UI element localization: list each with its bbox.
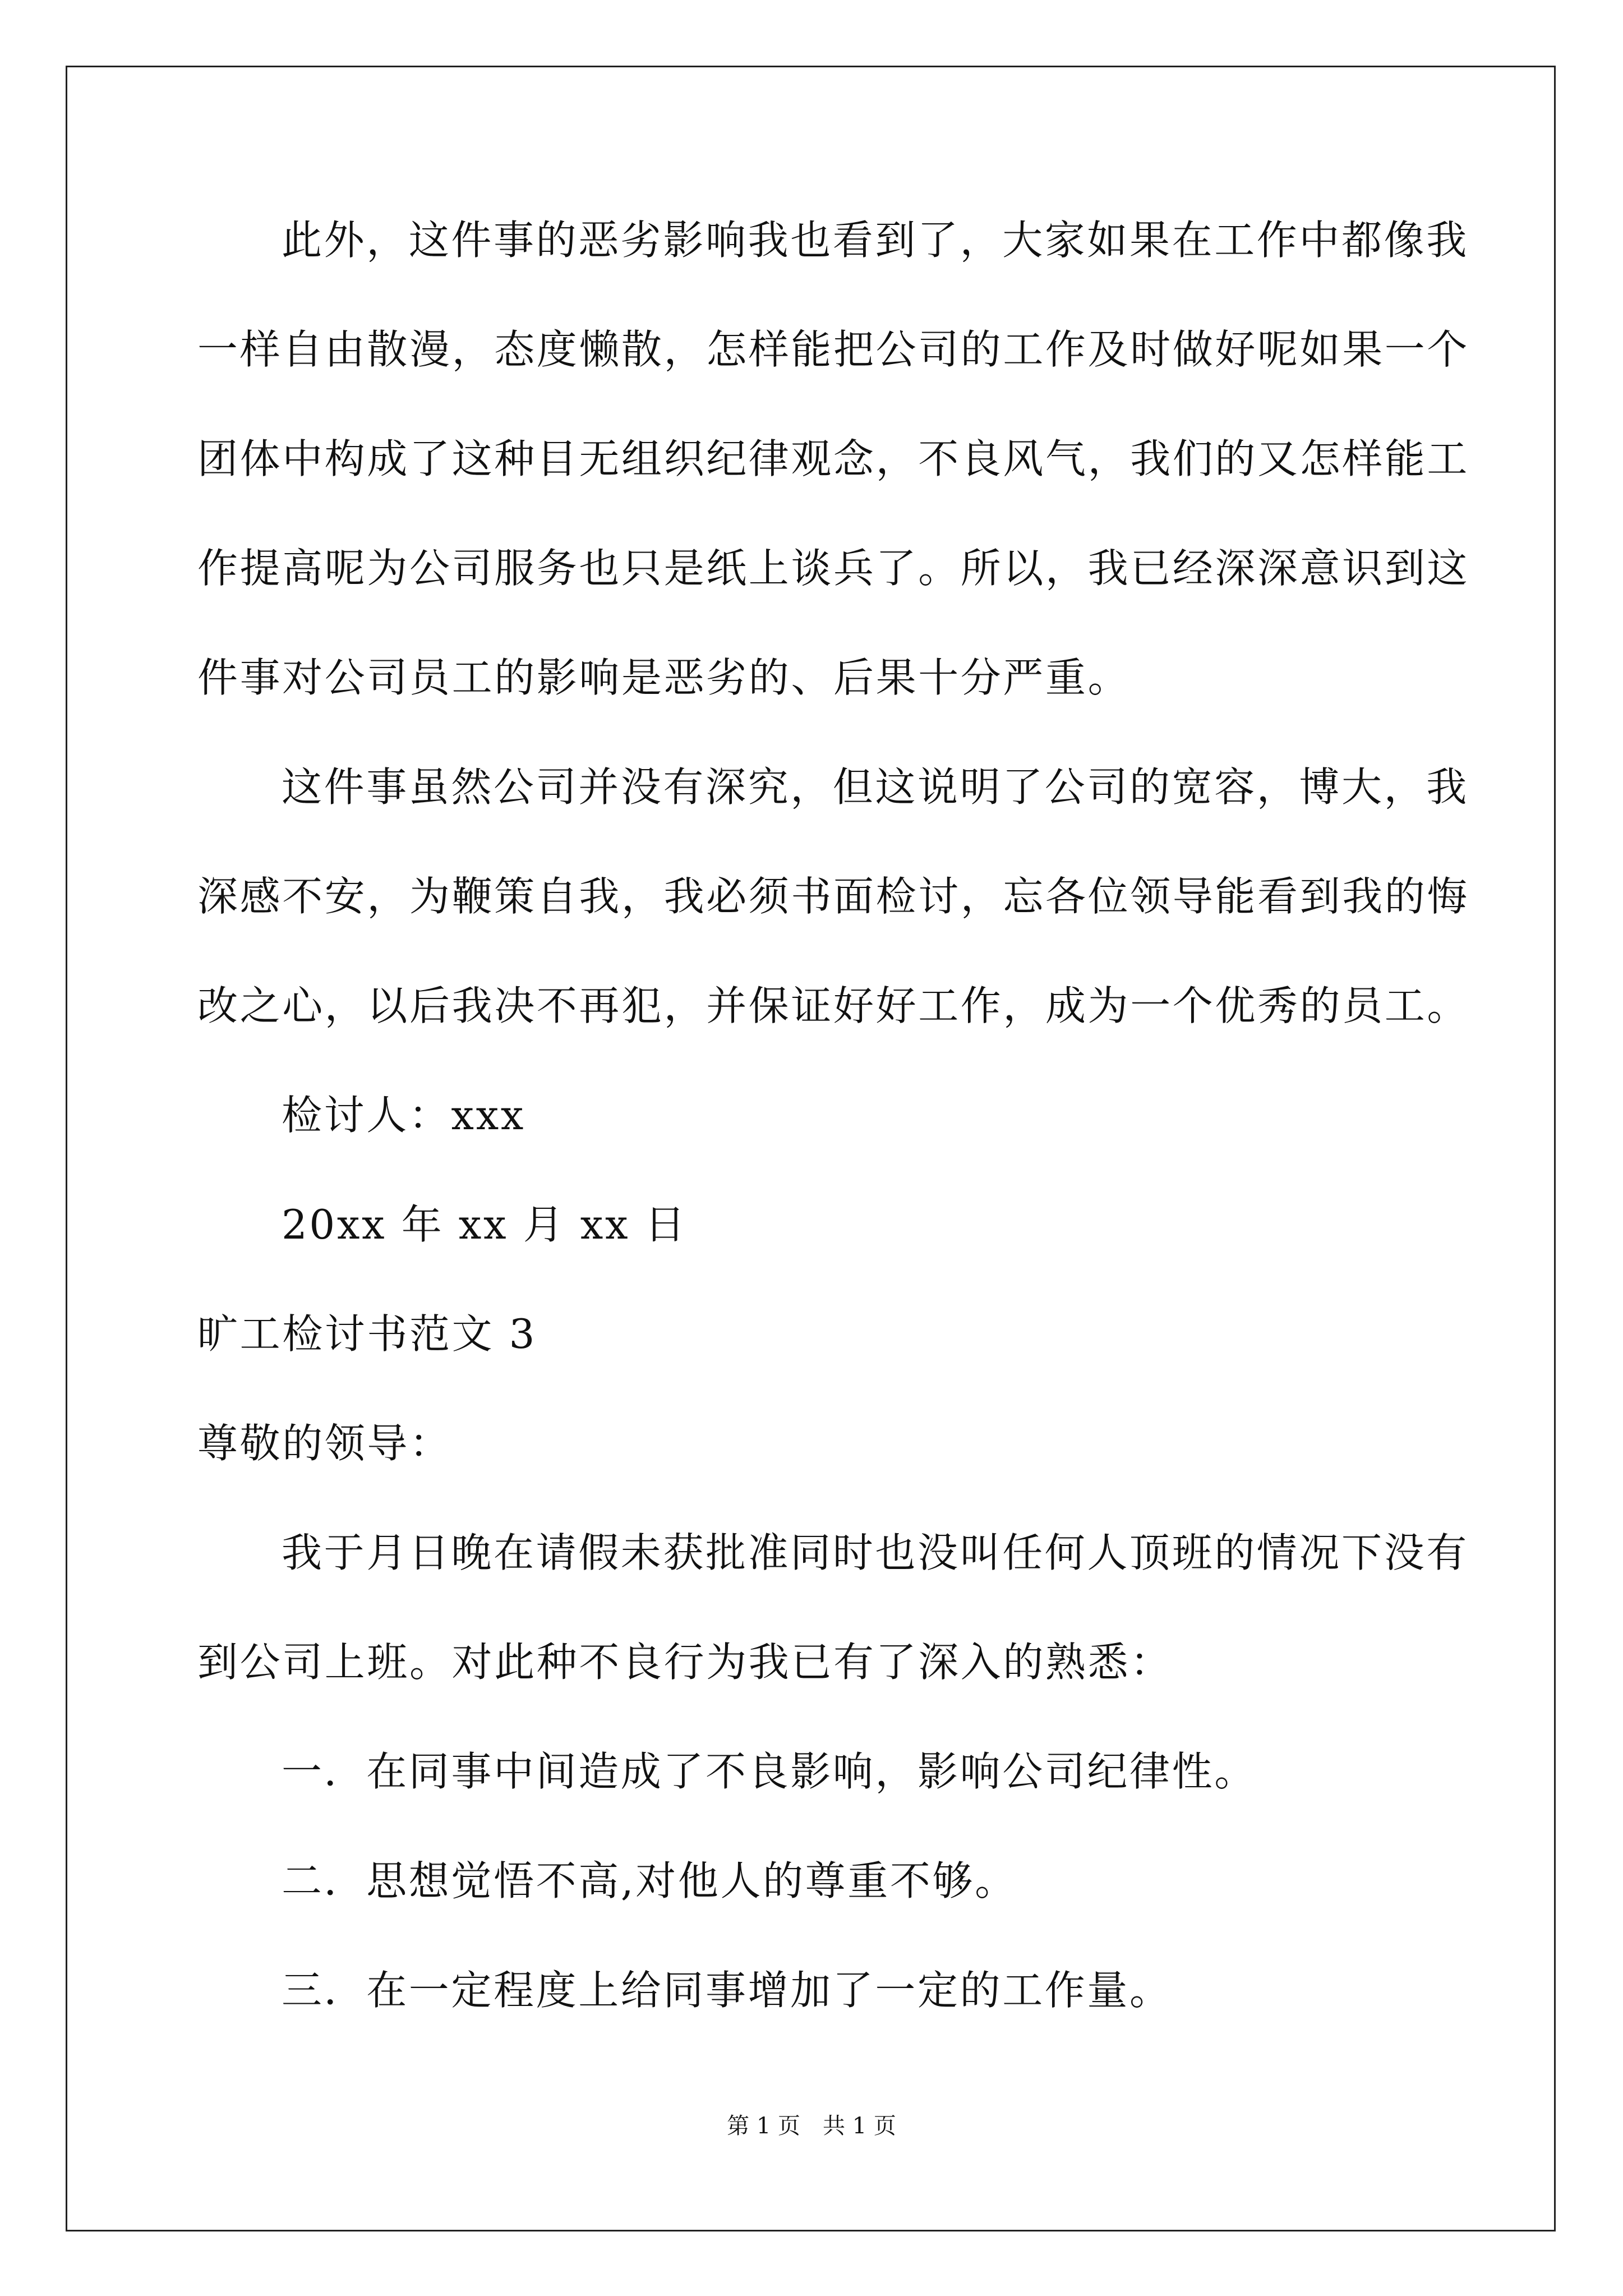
page-footer: 第 1 页 共 1 页 — [727, 2113, 896, 2139]
salutation: 尊敬的领导： — [197, 1420, 452, 1467]
paragraph-1-line-3: 团体中构成了这种目无组织纪律观念，不良风气，我们的又怎样能工 — [197, 435, 1470, 482]
list-item-3: 三．在一定程度上给同事增加了一定的工作量。 — [282, 1967, 1172, 2014]
paragraph-2-line-2: 深感不安，为鞭策自我，我必须书面检讨，忘各位领导能看到我的悔 — [197, 873, 1470, 920]
list-item-1: 一．在同事中间造成了不良影响，影响公司纪律性。 — [282, 1748, 1257, 1795]
paragraph-1-line-5: 件事对公司员工的影响是恶劣的、后果十分严重。 — [197, 654, 1131, 701]
paragraph-1-line-2: 一样自由散漫，态度懒散，怎样能把公司的工作及时做好呢如果一个 — [197, 326, 1470, 373]
signer: 检讨人：xxx — [282, 1092, 526, 1139]
paragraph-3-line-1: 我于月日晚在请假未获批准同时也没叫任何人顶班的情况下没有 — [282, 1529, 1469, 1576]
paragraph-1-line-4: 作提高呢为公司服务也只是纸上谈兵了。所以，我已经深深意识到这 — [197, 545, 1470, 592]
list-item-2: 二．思想觉悟不高,对他人的尊重不够。 — [282, 1857, 1017, 1904]
section-title: 旷工检讨书范文 3 — [197, 1310, 537, 1358]
paragraph-2-line-1: 这件事虽然公司并没有深究，但这说明了公司的宽容，博大，我 — [282, 763, 1469, 811]
paragraph-3-line-2: 到公司上班。对此种不良行为我已有了深入的熟悉： — [197, 1639, 1173, 1686]
date: 20xx 年 xx 月 xx 日 — [282, 1201, 688, 1248]
paragraph-2-line-3: 改之心，以后我决不再犯，并保证好好工作，成为一个优秀的员工。 — [197, 982, 1470, 1029]
paragraph-1-line-1: 此外，这件事的恶劣影响我也看到了，大家如果在工作中都像我 — [282, 217, 1469, 264]
